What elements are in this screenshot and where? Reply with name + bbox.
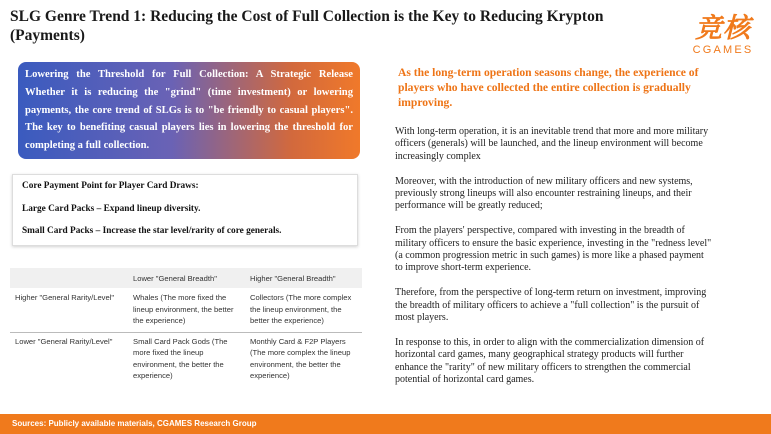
matrix-header-lower-breadth: Lower "General Breadth" (128, 268, 245, 288)
table-row (10, 332, 362, 384)
sources-footer: Sources: Publicly available materials, CGAMES Research Group (0, 414, 771, 434)
matrix-header-higher-breadth: Higher "General Breadth" (245, 268, 362, 288)
player-type-matrix (10, 268, 362, 384)
logo-english-text: CGAMES (692, 44, 754, 56)
cgames-logo (683, 15, 763, 63)
large-card-packs-line: Large Card Packs – Expand lineup diversity. (22, 203, 201, 214)
row-label-lower-rarity: Lower "General Rarity/Level" (15, 336, 113, 346)
analysis-text (395, 126, 713, 399)
paragraph-player-perspective: From the players' perspective, compared with investing in the breadth of military officers to ensure the basic experience, investing in the "redness level" (a common progression metric in such games) is more like a phased payment to improve short-term experience. (395, 225, 712, 274)
payment-point-heading: Core Payment Point for Player Card Draws: (22, 181, 199, 191)
matrix-header-row (10, 268, 362, 288)
page-title: SLG Genre Trend 1: Reducing the Cost of Full Collection is the Key to Reducing Krypton (Payments) (10, 8, 604, 44)
cell-whales: Whales (The more fixed the lineup environment, the better the experience) (128, 288, 245, 332)
logo-chinese-text: 竞核 (695, 13, 751, 44)
table-row (10, 288, 362, 332)
cell-monthly-card-f2p: Monthly Card & F2P Players (The more complex the lineup environment, the better the experience) (250, 336, 351, 380)
collection-experience-highlight: As the long-term operation seasons change, the experience of players who have collected the entire collection is gradually improving. (398, 66, 699, 109)
paragraph-new-officers: Moreover, with the introduction of new military officers and new systems, previously strong lineups will also encounter restraining lineups, and their performance will be greatly reduced; (395, 175, 693, 212)
cell-small-card-pack-gods: Small Card Pack Gods (The more fixed the lineup environment, the better the experience) (133, 336, 228, 380)
strategy-highlight-box: Lowering the Threshold for Full Collection: A Strategic Release Whether it is reducing the "grind" (time investment) or lowering payments, the core trend of SLGs is to "be friendly to casual players". The key to benefiting casual players lies in lowering the threshold for completing a full collection. (18, 62, 360, 159)
payment-point-box (12, 174, 358, 246)
row-label-higher-rarity: Higher "General Rarity/Level" (10, 288, 128, 332)
paragraph-return-on-investment: Therefore, from the perspective of long-term return on investment, improving the breadth of military officers to achieve a "full collection" is the pursuit of most players. (395, 287, 707, 324)
paragraph-long-term-operation: With long-term operation, it is an inevitable trend that more and more military officers (generals) will be launched, and the lineup environment will become increasingly complex (395, 126, 709, 162)
paragraph-commercialization: In response to this, in order to align with the commercialization dimension of horizontal card games, many geographical strategy products will further enhance the "rarity" of new military officers to strengthen the commercial potential of horizontal card games. (395, 336, 705, 386)
small-card-packs-line: Small Card Packs – Increase the star level/rarity of core generals. (22, 226, 282, 236)
matrix-corner-cell (10, 268, 128, 288)
cell-collectors: Collectors (The more complex the lineup environment, the better the experience) (245, 288, 362, 332)
